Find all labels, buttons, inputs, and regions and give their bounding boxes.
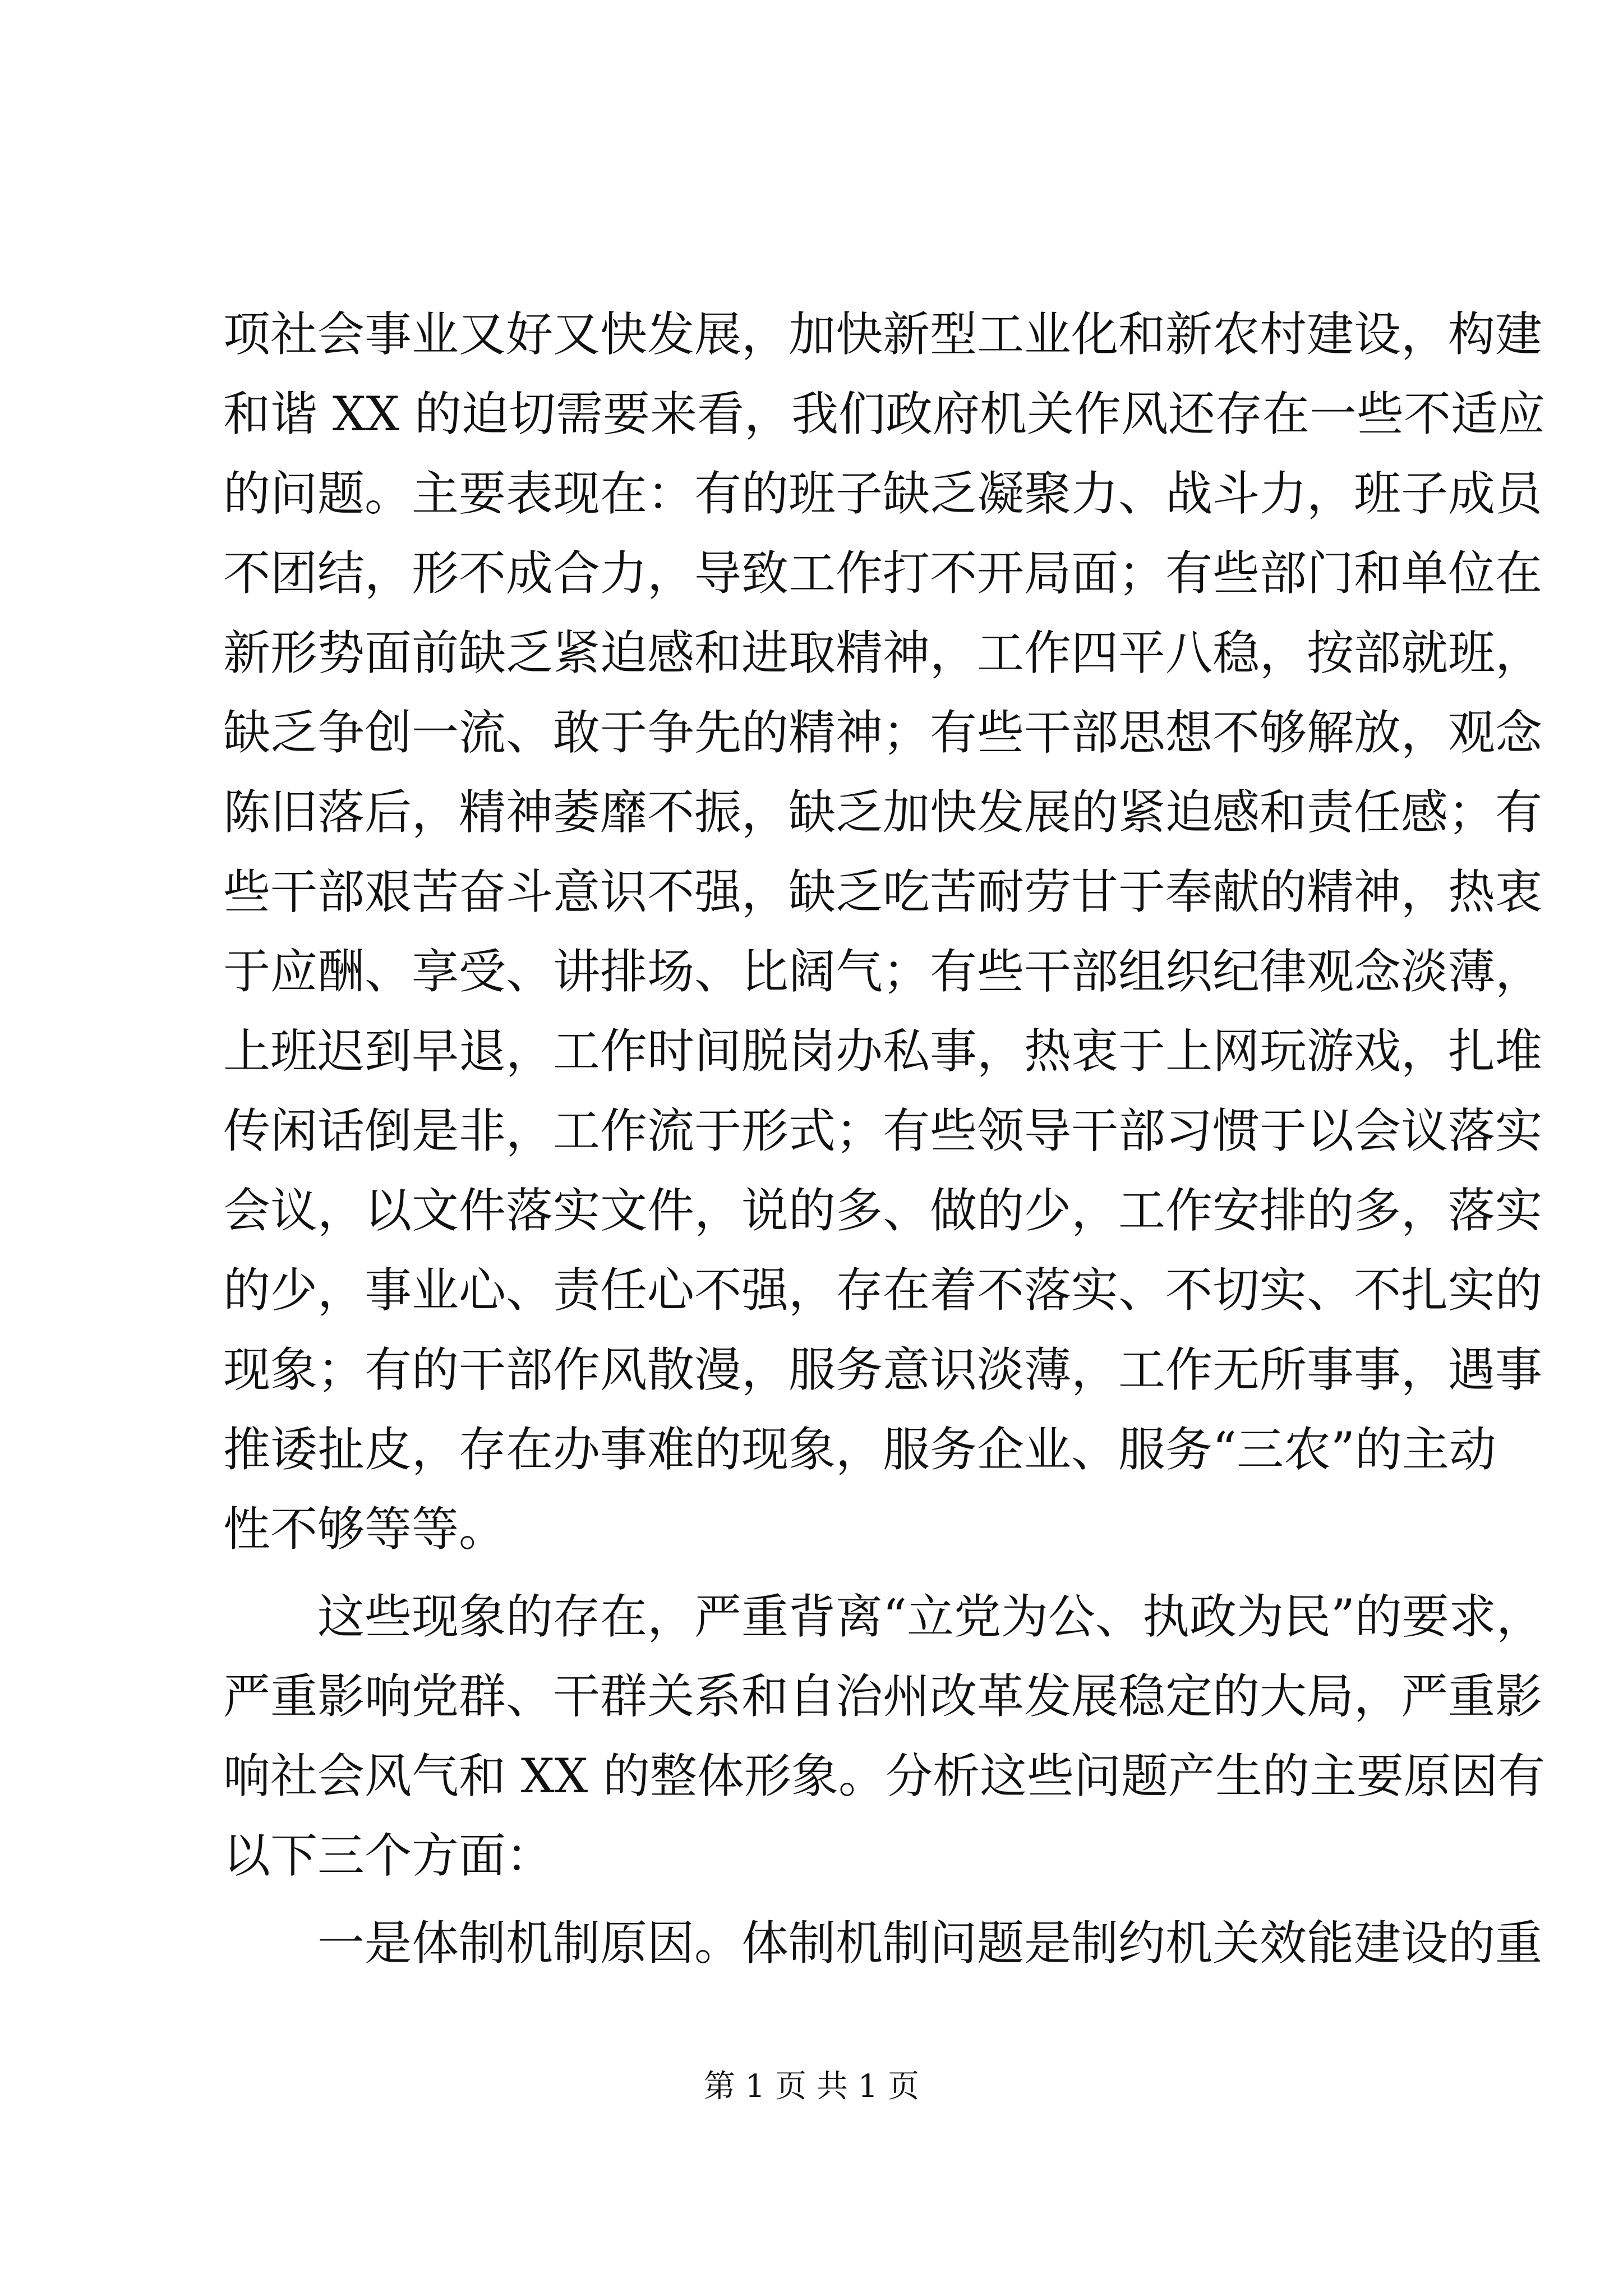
text-line: 陈旧落后，精神萎靡不振，缺乏加快发展的紧迫感和责任感；有	[223, 785, 1543, 840]
paragraph-3	[223, 1903, 1543, 1983]
text-line: 不团结，形不成合力，导致工作打不开局面；有些部门和单位在	[223, 546, 1543, 601]
paragraph-spacer	[223, 1569, 1435, 1577]
text-line: 会议，以文件落实文件，说的多、做的少，工作安排的多，落实	[223, 1183, 1543, 1238]
text-line: 一是体制机制原因。体制机制问题是制约机关效能建设的重	[223, 1916, 1543, 1971]
text-line: 传闲话倒是非，工作流于形式；有些领导干部习惯于以会议落实	[223, 1103, 1543, 1158]
text-line: 上班迟到早退，工作时间脱岗办私事，热衷于上网玩游戏，扎堆	[223, 1024, 1543, 1079]
text-line: 的问题。主要表现在：有的班子缺乏凝聚力、战斗力，班子成员	[223, 466, 1543, 521]
text-line: 些干部艰苦奋斗意识不强，缺乏吃苦耐劳甘于奉献的精神，热衷	[223, 864, 1543, 919]
page-number-label: 第 1 页 共 1 页	[703, 2068, 920, 2105]
text-line: 和谐 XX 的迫切需要来看，我们政府机关作风还存在一些不适应	[223, 386, 1546, 441]
paragraph-1	[223, 295, 1546, 1569]
text-line: 于应酬、享受、讲排场、比阔气；有些干部组织纪律观念淡薄，	[223, 944, 1543, 999]
text-line: 现象；有的干部作风散漫，服务意识淡薄，工作无所事事，遇事	[223, 1342, 1543, 1397]
text-line: 项社会事业又好又快发展，加快新型工业化和新农村建设，构建	[223, 307, 1543, 362]
text-line: 性不够等等。	[223, 1502, 506, 1557]
text-line: 响社会风气和 XX 的整体形象。分析这些问题产生的主要原因有	[223, 1749, 1546, 1803]
paragraph-2	[223, 1577, 1546, 1895]
page-footer	[0, 2064, 1623, 2109]
document-body	[223, 295, 1546, 1983]
text-line: 推诿扯皮，存在办事难的现象，服务企业、服务“三农”的主动	[223, 1422, 1496, 1477]
text-line: 严重影响党群、干群关系和自治州改革发展稳定的大局，严重影	[223, 1669, 1543, 1724]
text-line: 的少，事业心、责任心不强，存在着不落实、不切实、不扎实的	[223, 1263, 1543, 1318]
text-line: 这些现象的存在，严重背离“立党为公、执政为民”的要求，	[223, 1589, 1543, 1644]
text-line: 缺乏争创一流、敢于争先的精神；有些干部思想不够解放，观念	[223, 705, 1543, 760]
paragraph-spacer	[223, 1895, 1435, 1903]
text-line: 以下三个方面：	[223, 1828, 554, 1883]
text-line: 新形势面前缺乏紧迫感和进取精神，工作四平八稳，按部就班，	[223, 625, 1543, 680]
